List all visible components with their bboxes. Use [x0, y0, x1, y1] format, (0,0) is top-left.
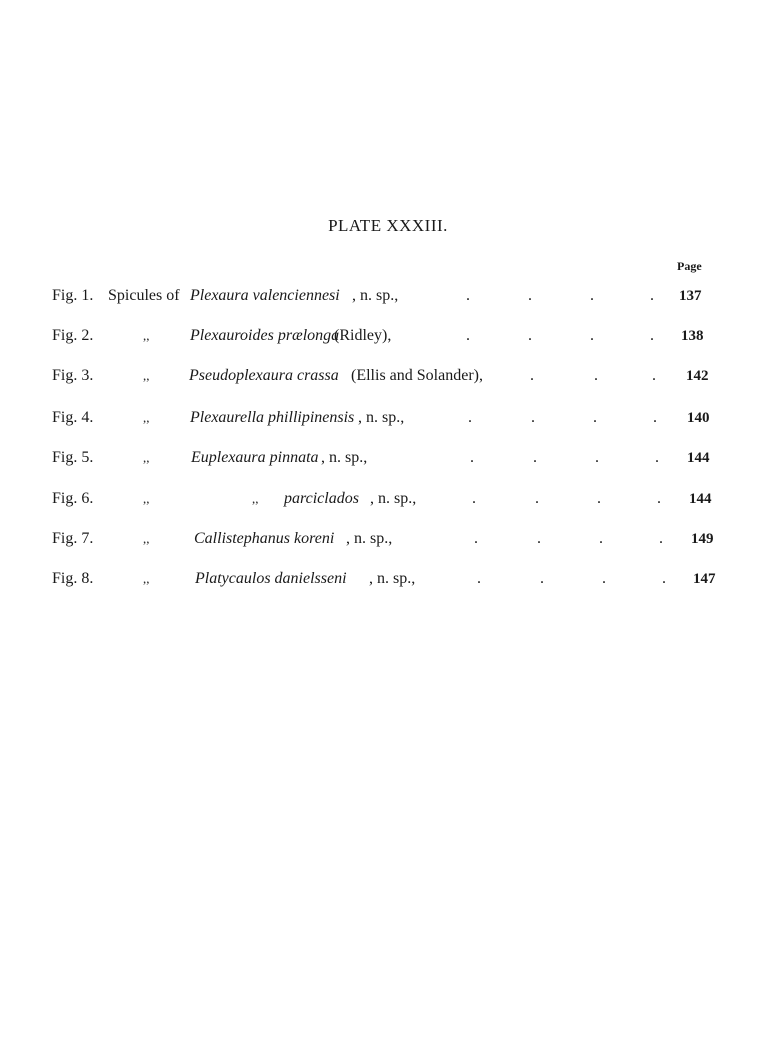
- figure-number: Fig. 1.: [52, 287, 94, 304]
- leader-dot: .: [652, 367, 656, 384]
- leader-dot: .: [650, 327, 654, 344]
- leader-dot: .: [535, 490, 539, 507]
- figure-entry-7: [0, 527, 776, 551]
- species-name: Euplexaura pinnata: [191, 449, 319, 466]
- species-suffix: , n. sp.,: [321, 449, 368, 466]
- figure-entry-8: [0, 567, 776, 591]
- figure-number: Fig. 3.: [52, 367, 94, 384]
- leader-dot: .: [597, 490, 601, 507]
- page-number: 140: [687, 410, 710, 426]
- species-name: Plexaura valenciennesi: [190, 287, 340, 304]
- species-name: Callistephanus koreni: [194, 530, 335, 547]
- species-suffix: (Ellis and Solander),: [351, 367, 483, 384]
- ditto-mark: ,,: [252, 491, 259, 506]
- leader-dot: .: [474, 530, 478, 547]
- species-name: Platycaulos danielsseni: [195, 570, 347, 587]
- leader-dot: .: [528, 287, 532, 304]
- ditto-mark: ,,: [143, 531, 150, 546]
- page-number: 149: [691, 531, 714, 547]
- page-number: 147: [693, 571, 716, 587]
- leader-dot: .: [602, 570, 606, 587]
- leader-dot: .: [472, 490, 476, 507]
- figure-number: Fig. 2.: [52, 327, 94, 344]
- leader-dot: .: [531, 409, 535, 426]
- leader-dot: .: [655, 449, 659, 466]
- figure-number: Fig. 5.: [52, 449, 94, 466]
- ditto-mark: ,,: [143, 491, 150, 506]
- ditto-mark: ,,: [143, 571, 150, 586]
- leader-dot: .: [537, 530, 541, 547]
- figure-entry-6: [0, 487, 776, 511]
- ditto-mark: ,,: [143, 450, 150, 465]
- leader-dot: .: [466, 287, 470, 304]
- leader-dot: .: [477, 570, 481, 587]
- species-suffix: , n. sp.,: [369, 570, 416, 587]
- page-number: 144: [687, 450, 710, 466]
- entry-prefix: Spicules of: [108, 287, 180, 304]
- figure-entry-1: [0, 284, 776, 308]
- leader-dot: .: [599, 530, 603, 547]
- figure-entry-5: [0, 446, 776, 470]
- ditto-mark: ,,: [143, 368, 150, 383]
- species-name: parciclados: [284, 490, 359, 507]
- leader-dot: .: [540, 570, 544, 587]
- page-number: 144: [689, 491, 712, 507]
- leader-dot: .: [659, 530, 663, 547]
- leader-dot: .: [657, 490, 661, 507]
- page-column-header: Page: [677, 259, 702, 273]
- leader-dot: .: [530, 367, 534, 384]
- figure-entry-2: [0, 324, 776, 348]
- leader-dot: .: [466, 327, 470, 344]
- ditto-mark: ,,: [143, 328, 150, 343]
- leader-dot: .: [468, 409, 472, 426]
- leader-dot: .: [595, 449, 599, 466]
- page-number: 142: [686, 368, 709, 384]
- page-number: 137: [679, 288, 702, 304]
- species-name: Pseudoplexaura crassa: [189, 367, 339, 384]
- leader-dot: .: [653, 409, 657, 426]
- figure-number: Fig. 4.: [52, 409, 94, 426]
- species-name: Plexauroides prælonga: [190, 327, 340, 344]
- species-suffix: (Ridley),: [334, 327, 392, 344]
- ditto-mark: ,,: [143, 410, 150, 425]
- leader-dot: .: [593, 409, 597, 426]
- leader-dot: .: [594, 367, 598, 384]
- leader-dot: .: [662, 570, 666, 587]
- figure-entry-4: [0, 406, 776, 430]
- figure-number: Fig. 6.: [52, 490, 94, 507]
- page-number: 138: [681, 328, 704, 344]
- species-name: Plexaurella phillipinensis: [190, 409, 355, 426]
- plate-title: PLATE XXXIII.: [328, 216, 448, 235]
- leader-dot: .: [590, 327, 594, 344]
- species-suffix: , n. sp.,: [346, 530, 393, 547]
- species-suffix: , n. sp.,: [352, 287, 399, 304]
- leader-dot: .: [470, 449, 474, 466]
- leader-dot: .: [590, 287, 594, 304]
- species-suffix: , n. sp.,: [370, 490, 417, 507]
- species-suffix: , n. sp.,: [358, 409, 405, 426]
- leader-dot: .: [528, 327, 532, 344]
- leader-dot: .: [650, 287, 654, 304]
- leader-dot: .: [533, 449, 537, 466]
- figure-entry-3: [0, 364, 776, 388]
- figure-number: Fig. 8.: [52, 570, 94, 587]
- figure-number: Fig. 7.: [52, 530, 94, 547]
